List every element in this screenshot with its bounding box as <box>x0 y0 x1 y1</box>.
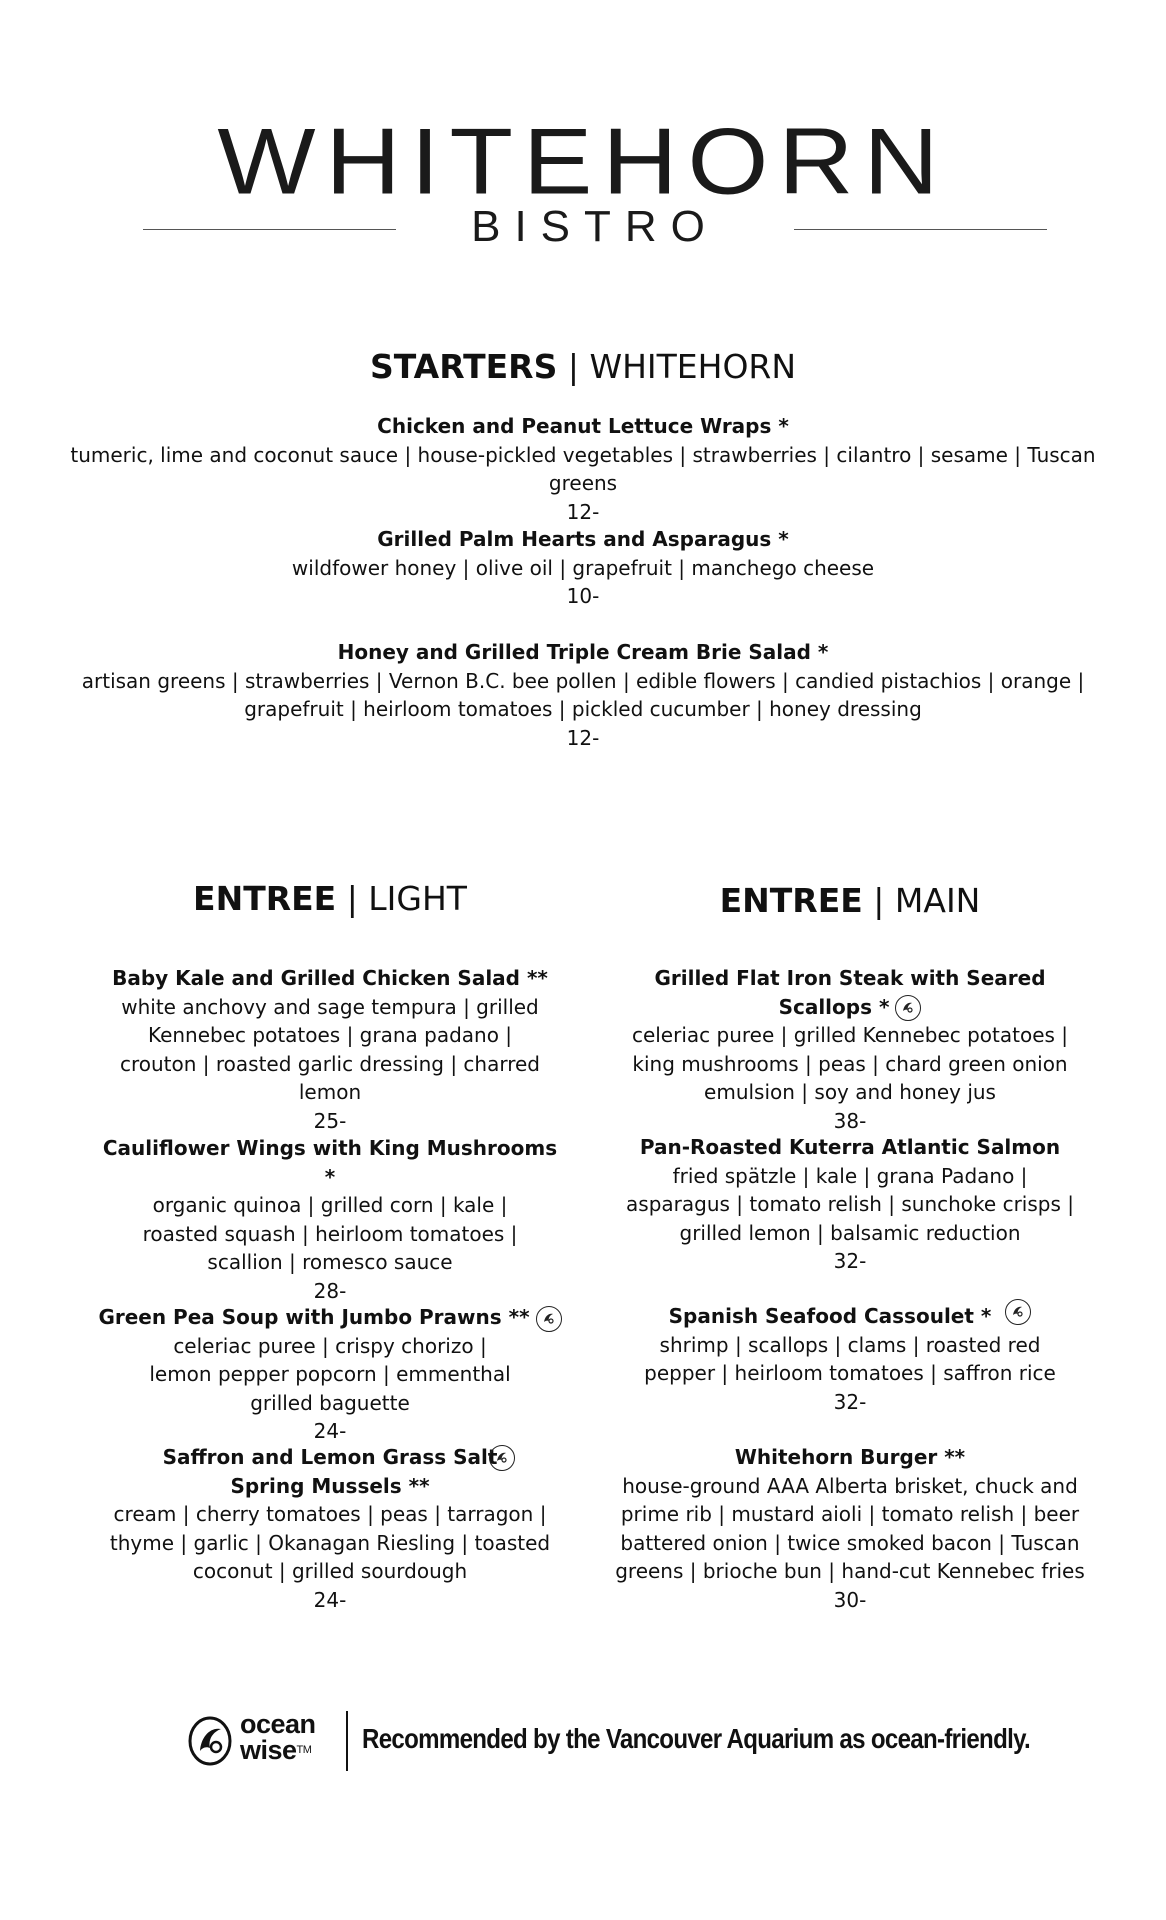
item-name-row <box>95 1303 565 1332</box>
item-price: 24- <box>313 1587 347 1612</box>
brand-subtitle: BISTRO <box>471 202 719 251</box>
item-description: wildfower honey | olive oil | grapefruit | manchego cheese <box>291 555 875 580</box>
item-price: 12- <box>566 499 600 524</box>
item-description: artisan greens | strawberries | Vernon B.C. bee pollen | edible flowers | candied pistachios | orange | grapefruit | heirloom tomatoes | pickled cucumber | honey dressing <box>81 668 1085 721</box>
item-price: 38- <box>833 1108 867 1133</box>
logo-divider-left <box>143 229 396 230</box>
item-name: Spanish Seafood Cassoulet * <box>668 1304 992 1328</box>
item-name: Green Pea Soup with Jumbo Prawns ** <box>98 1305 530 1329</box>
entree-main-heading: ENTREE | MAIN <box>719 881 981 920</box>
item-description: celeriac puree | crispy chorizo | lemon pepper popcorn | emmenthal grilled baguette <box>149 1333 511 1415</box>
item-price: 30- <box>833 1587 867 1612</box>
brand-name: WHITEHORN <box>217 109 949 215</box>
ocean-wise-badge-icon <box>1005 1299 1031 1325</box>
menu-item <box>60 412 1106 526</box>
item-price: 10- <box>566 584 600 608</box>
item-name: Pan-Roasted Kuterra Atlantic Salmon <box>639 1135 1061 1159</box>
item-name-row <box>605 1302 1095 1331</box>
item-name-row <box>605 964 1095 1021</box>
menu-item <box>60 525 1106 611</box>
menu-item <box>95 1303 565 1446</box>
item-description: fried spätzle | kale | grana Padano | asparagus | tomato relish | sunchoke crisps | grilled lemon | balsamic reduction <box>626 1163 1074 1245</box>
ocean-wise-badge-icon <box>895 995 921 1021</box>
ocean-wise-badge-icon <box>489 1445 515 1471</box>
item-price: 12- <box>566 725 600 750</box>
item-price: 32- <box>833 1249 867 1273</box>
item-name: Whitehorn Burger ** <box>734 1445 966 1469</box>
menu-item <box>605 1133 1095 1276</box>
item-price: 25- <box>313 1108 347 1133</box>
item-price: 24- <box>313 1419 347 1443</box>
footer-text: Recommended by the Vancouver Aquarium as ocean-friendly. <box>362 1723 1031 1754</box>
item-description: house-ground AAA Alberta brisket, chuck and prime rib | mustard aioli | tomato relish | beer battered onion | twice smoked bacon | Tuscan greens | brioche bun | hand-cut Kennebec fries <box>615 1473 1085 1583</box>
ocean-wise-wordmark: ocean wise™ <box>240 1709 316 1765</box>
item-name: Grilled Palm Hearts and Asparagus * <box>377 527 789 551</box>
ocean-wise-logo-icon <box>188 1715 238 1767</box>
ocean-wise-footer <box>188 1707 1031 1777</box>
item-price: 28- <box>313 1278 347 1303</box>
item-price: 32- <box>833 1389 867 1414</box>
ocean-wise-badge-icon <box>536 1306 562 1332</box>
starters-heading: STARTERS | WHITEHORN <box>369 347 797 386</box>
item-description: cream | cherry tomatoes | peas | tarragon | thyme | garlic | Okanagan Riesling | toasted coconut | grilled sourdough <box>109 1502 551 1583</box>
item-description: white anchovy and sage tempura | grilled Kennebec potatoes | grana padano | crouton | roasted garlic dressing | charred lemon <box>119 994 541 1104</box>
item-description: tumeric, lime and coconut sauce | house-pickled vegetables | strawberries | cilantro | sesame | Tuscan greens <box>70 442 1096 495</box>
menu-item <box>605 1443 1095 1614</box>
item-name-row <box>95 1443 565 1500</box>
logo-divider-right <box>794 229 1047 230</box>
footer-divider <box>346 1711 348 1771</box>
item-description: organic quinoa | grilled corn | kale | roasted squash | heirloom tomatoes | scallion | romesco sauce <box>142 1193 518 1274</box>
menu-item <box>95 1443 565 1614</box>
menu-item <box>605 964 1095 1135</box>
item-name: Honey and Grilled Triple Cream Brie Salad * <box>337 640 829 664</box>
menu-item <box>60 638 1106 752</box>
item-name: Baby Kale and Grilled Chicken Salad ** <box>112 966 548 990</box>
menu-item <box>95 1134 565 1305</box>
menu-item <box>605 1302 1095 1416</box>
item-name: Saffron and Lemon Grass Salt Spring Mussels ** <box>162 1445 498 1498</box>
item-description: celeriac puree | grilled Kennebec potatoes | king mushrooms | peas | chard green onion emulsion | soy and honey jus <box>631 1023 1069 1104</box>
item-name: Chicken and Peanut Lettuce Wraps * <box>377 414 789 438</box>
item-description: shrimp | scallops | clams | roasted red pepper | heirloom tomatoes | saffron rice <box>644 1332 1056 1385</box>
entree-light-heading: ENTREE | LIGHT <box>193 879 467 918</box>
menu-item <box>95 964 565 1135</box>
item-name: Grilled Flat Iron Steak with Seared Scallops * <box>654 966 1046 1019</box>
restaurant-logo <box>0 110 1166 214</box>
item-name: Cauliflower Wings with King Mushrooms * <box>102 1136 558 1189</box>
